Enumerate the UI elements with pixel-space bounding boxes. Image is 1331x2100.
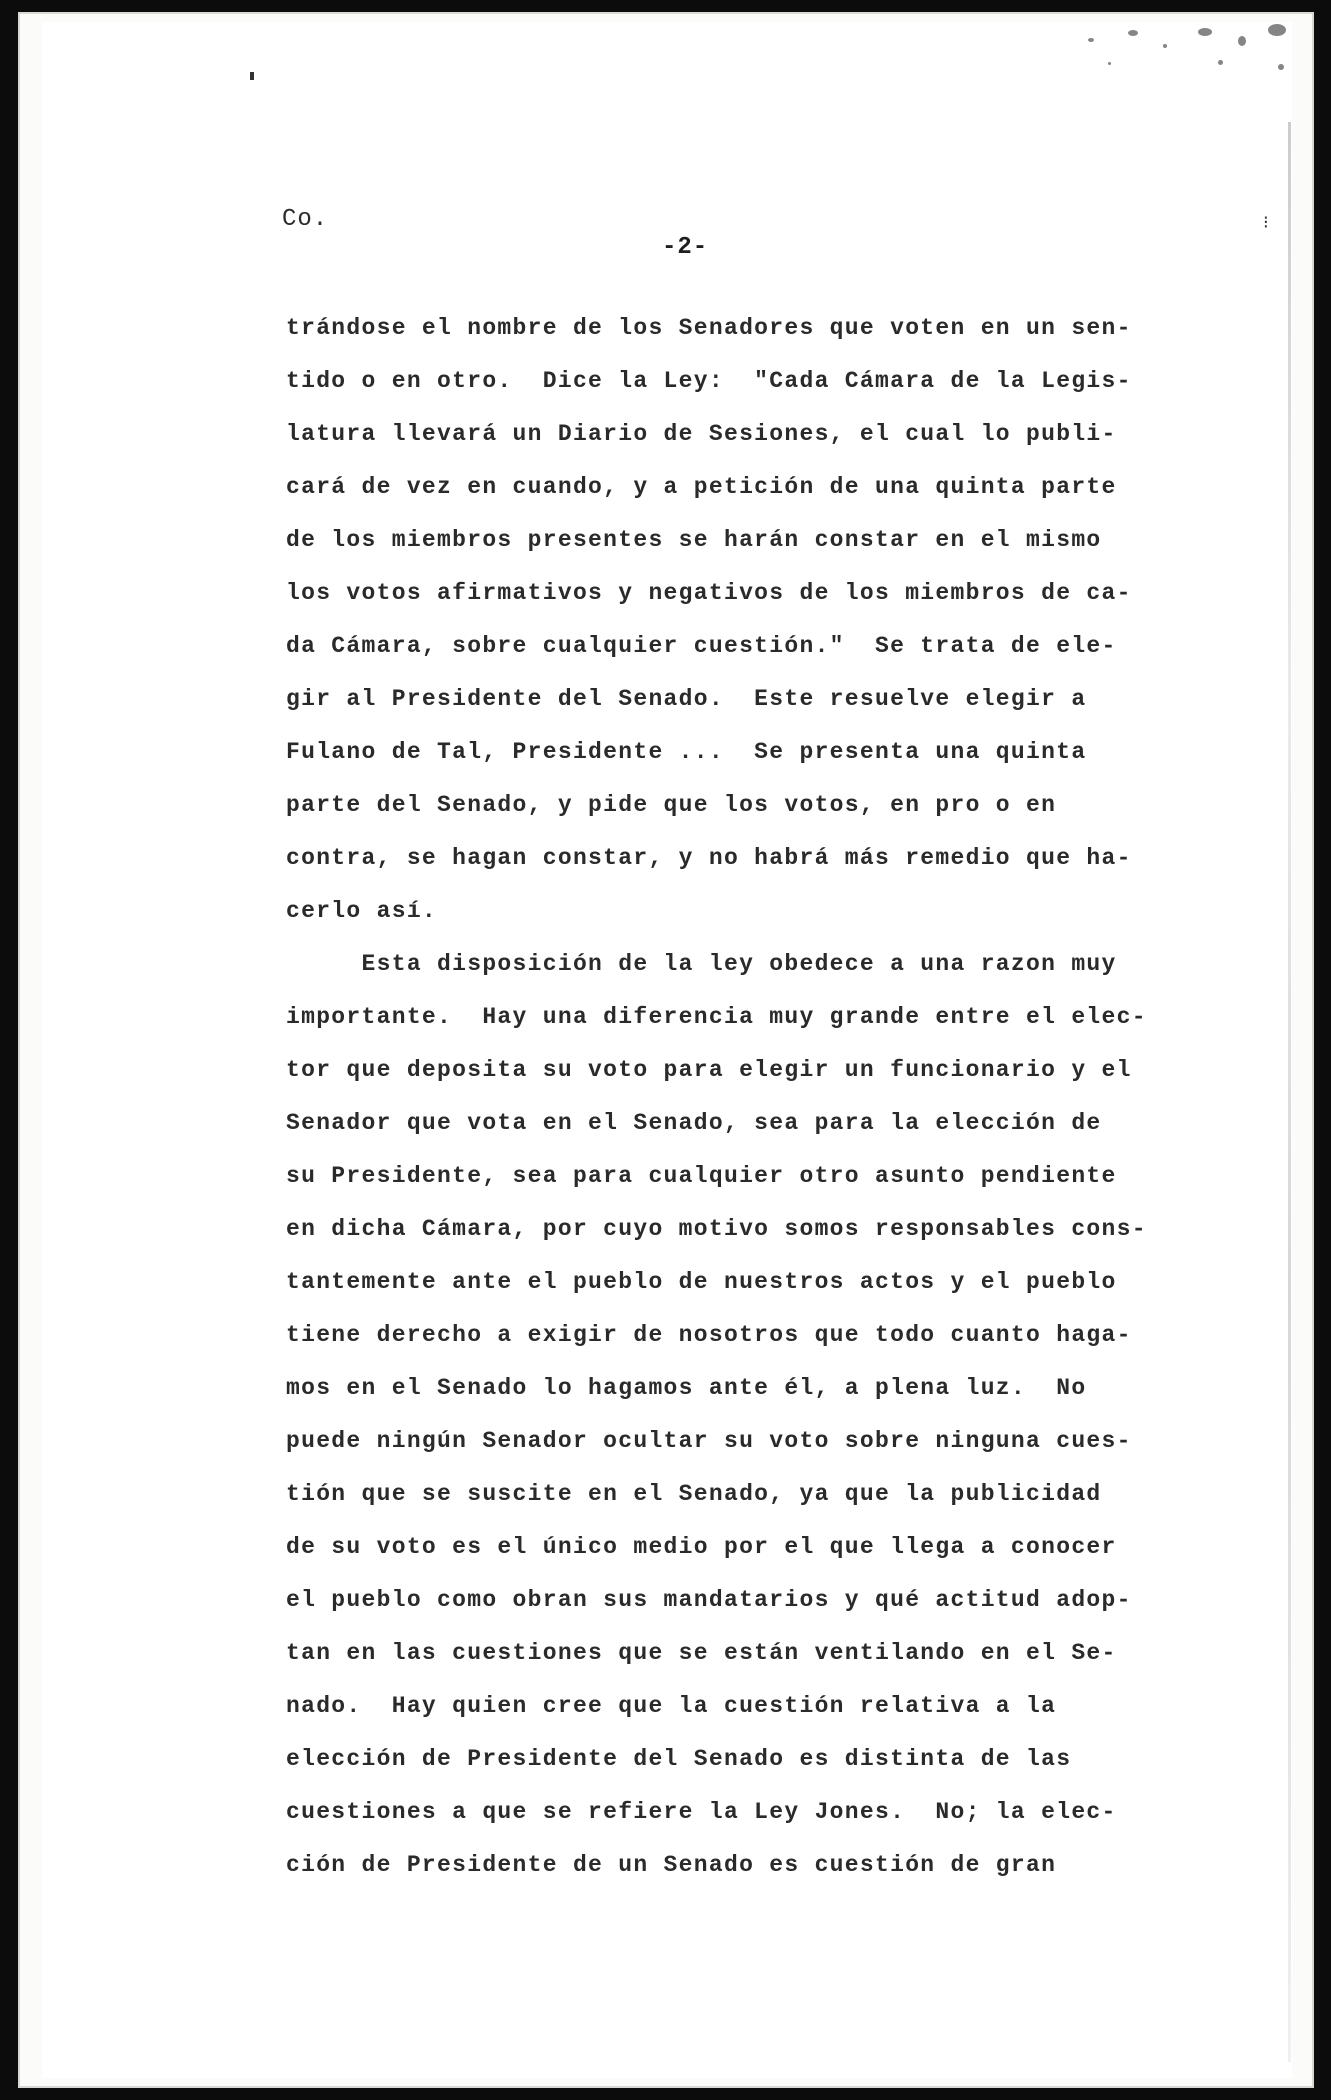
- text-line: elección de Presidente del Senado es distinta de las: [286, 1746, 1072, 1772]
- text-line: importante. Hay una diferencia muy grande entre el elec-: [286, 1004, 1147, 1030]
- text-line: nado. Hay quien cree que la cuestión relativa a la: [286, 1693, 1057, 1719]
- text-line: su Presidente, sea para cualquier otro asunto pendiente: [286, 1163, 1117, 1189]
- text-line: ción de Presidente de un Senado es cuestión de gran: [286, 1852, 1057, 1878]
- scan-frame: [18, 12, 1314, 2088]
- text-line: tión que se suscite en el Senado, ya que la publicidad: [286, 1481, 1102, 1507]
- text-line: gir al Presidente del Senado. Este resuelve elegir a: [286, 686, 1087, 712]
- margin-mark: ⁝: [1263, 212, 1269, 233]
- document-body: [286, 302, 1186, 1892]
- text-line: el pueblo como obran sus mandatarios y qué actitud adop-: [286, 1587, 1132, 1613]
- text-line: los votos afirmativos y negativos de los miembros de ca-: [286, 580, 1132, 606]
- text-line: trándose el nombre de los Senadores que voten en un sen-: [286, 315, 1132, 341]
- text-line: en dicha Cámara, por cuyo motivo somos responsables cons-: [286, 1216, 1147, 1242]
- paragraph-1: [286, 302, 1186, 938]
- text-line: Esta disposición de la ley obedece a una razon muy: [286, 951, 1117, 977]
- scan-edge-shadow: [1288, 122, 1291, 2062]
- scan-noise-top-right: [1068, 20, 1308, 110]
- text-line: latura llevará un Diario de Sesiones, el cual lo publi-: [286, 421, 1117, 447]
- text-line: Senador que vota en el Senado, sea para la elección de: [286, 1110, 1102, 1136]
- text-line: de su voto es el único medio por el que llega a conocer: [286, 1534, 1117, 1560]
- text-line: mos en el Senado lo hagamos ante él, a plena luz. No: [286, 1375, 1087, 1401]
- document-code: Co.: [282, 206, 329, 233]
- text-line: cerlo así.: [286, 898, 438, 924]
- text-line: tor que deposita su voto para elegir un funcionario y el: [286, 1057, 1132, 1083]
- text-line: Fulano de Tal, Presidente ... Se presenta una quinta: [286, 739, 1087, 765]
- text-line: parte del Senado, y pide que los votos, en pro o en: [286, 792, 1057, 818]
- text-line: tiene derecho a exigir de nosotros que todo cuanto haga-: [286, 1322, 1132, 1348]
- text-line: de los miembros presentes se harán constar en el mismo: [286, 527, 1102, 553]
- text-line: tantemente ante el pueblo de nuestros actos y el pueblo: [286, 1269, 1117, 1295]
- text-line: da Cámara, sobre cualquier cuestión." Se trata de ele-: [286, 633, 1117, 659]
- text-line: tan en las cuestiones que se están ventilando en el Se-: [286, 1640, 1117, 1666]
- text-line: puede ningún Senador ocultar su voto sobre ninguna cues-: [286, 1428, 1132, 1454]
- paragraph-2: [286, 938, 1186, 1892]
- page-number: -2-: [662, 234, 709, 261]
- text-line: tido o en otro. Dice la Ley: "Cada Cámara de la Legis-: [286, 368, 1132, 394]
- text-line: cuestiones a que se refiere la Ley Jones. No; la elec-: [286, 1799, 1117, 1825]
- text-line: contra, se hagan constar, y no habrá más remedio que ha-: [286, 845, 1132, 871]
- scan-speck: [250, 72, 254, 80]
- text-line: cará de vez en cuando, y a petición de una quinta parte: [286, 474, 1117, 500]
